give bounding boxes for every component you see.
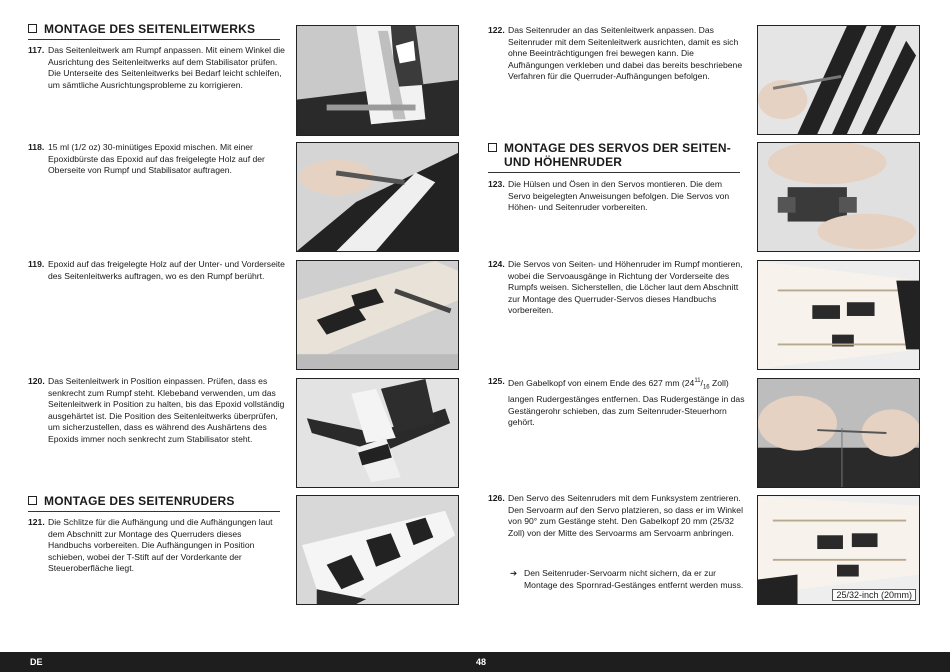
step-121: 121. Die Schlitze für die Aufhängung und die Aufhängungen laut dem Abschnitt zur Montage des Querruders dieses Handbuchs vorbereiten. Die Aufhängungen in Position schieben, wobei der T-Stift auf der Vorderkante der Steueroberfläche liegt.: [28, 517, 273, 574]
photo-epoxy-fin-base: [296, 260, 459, 370]
step-117: 117. Das Seitenleitwerk am Rumpf anpassen. Mit einem Winkel die Ausrichtung des Seitenleitwerks auf dem Stabilisator prüfen. Die Unterseite des Seitenleitwerks bei Bedarf leicht schleifen, um sämtliche Ausrichtungsprobleme zu korrigieren.: [28, 45, 285, 90]
footer-bar: [0, 652, 950, 672]
photo-servos-in-fuselage: [757, 260, 920, 370]
step-126: 126. Den Servo des Seitenruders mit dem Funksystem zentrieren. Den Servoarm auf den Servo platzieren, so dass er im Winkel von 90° zum Gestänge steht. Den Gabelkopf 20 mm (25/32 Zoll) von der Mitte des Servoarms am Servoarm anbringen.: [488, 493, 743, 538]
photo-epoxy-brush-fuselage: [296, 142, 459, 252]
photo-servo-grommets: [757, 142, 920, 252]
step-120: 120. Das Seitenleitwerk in Position einpassen. Prüfen, dass es senkrecht zum Rumpf steht. Klebeband verwenden, um das Seitenleitwerk in Position zu halten, bis das Epoxid vollständig ausgehärtet ist. Die Position des Seitenleitwerks überprüfen, um sicherzustellen, dass es während des Aushärtens des Epoxids immer noch senkrecht zum Stabilisator steht.: [28, 376, 285, 444]
photo-rudder-fit-fin: [757, 25, 920, 135]
step-125: 125. Den Gabelkopf von einem Ende des 627 mm ($24^{11}/_{16}$ Zoll) langen Rudergestänges entfernen. Das Rudergestänge in das Gestängerohr schieben, das zum Seitenruder-Steuerhorn gehört.: [488, 376, 745, 428]
section-heading-rudder: MONTAGE DES SEITENRUDERS: [28, 494, 280, 512]
page-number: 48: [476, 657, 487, 667]
step-119: 119. Epoxid auf das freigelegte Holz auf der Unter- und Vorderseite des Seitenleitwerks auftragen, wo es den Rumpf berührt.: [28, 259, 285, 281]
photo-pushrod-clevis: [757, 378, 920, 488]
checkbox-icon: [28, 496, 37, 505]
photo-fin-taped-position: [296, 378, 459, 488]
checkbox-icon: [488, 143, 497, 152]
language-label: DE: [30, 657, 43, 667]
arrow-right-icon: ➔: [510, 568, 518, 578]
step-118: 118. 15 ml (1/2 oz) 30-minütiges Epoxid mischen. Mit einer Epoxidbürste das Epoxid auf das freigelegte Holz auf der Oberseite von Rumpf und Stabilisator auftragen.: [28, 142, 265, 176]
section-heading-fin: MONTAGE DES SEITENLEITWERKS: [28, 22, 280, 40]
photo-fin-square-check: [296, 25, 459, 136]
photo-servo-arm-clevis: [757, 495, 920, 605]
note-servo-arm: ➔ Den Seitenruder-Servoarm nicht sichern, da er zur Montage des Spornrad-Gestänges entfernt werden muss.: [506, 568, 746, 591]
photo-caption: 25/32-inch (20mm): [832, 589, 916, 601]
step-124: 124. Die Servos von Seiten- und Höhenruder im Rumpf montieren, wobei die Servoausgänge in Richtung der Vorderseite des Rumpfs weisen. Sicherstellen, die Löcher laut dem Abschnitt zur Montage des Querruder-Servos dieses Handbuchs vorbereiten.: [488, 259, 743, 316]
checkbox-icon: [28, 24, 37, 33]
step-122: 122. Das Seitenruder an das Seitenleitwerk anpassen. Das Seitenruder mit dem Seitenleitwerk ausrichten, damit es sich ohne Beeinträchtigungen frei bewegen kann. Die Aufhängungen verkleben und dabei das bereits beschriebene Verfahren für die Querruder-Aufhängungen befolgen.: [488, 25, 743, 82]
section-heading-servos: MONTAGE DES SERVOS DER SEITEN- UND HÖHENRUDER: [488, 141, 740, 173]
step-123: 123. Die Hülsen und Ösen in den Servos montieren. Die dem Servo beigelegten Anweisungen befolgen. Die Servos von Höhen- und Seitenruder vorbereiten.: [488, 179, 730, 213]
photo-rudder-hinges: [296, 495, 459, 605]
